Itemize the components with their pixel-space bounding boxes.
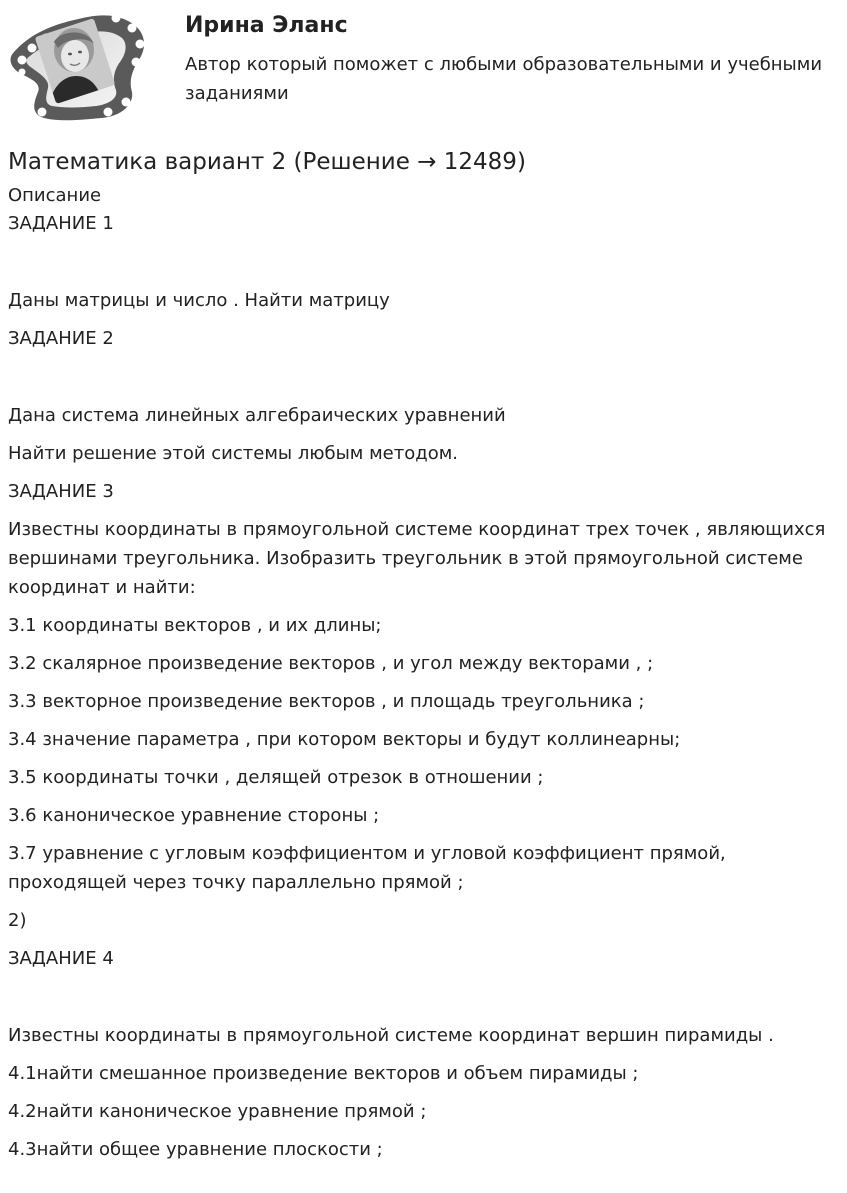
description-paragraph: ЗАДАНИЕ 2 [8,328,114,349]
author-name[interactable]: Ирина Эланс [185,13,348,38]
spacer [8,247,839,286]
description-paragraph: 4.2найти каноническое уравнение прямой ; [8,1101,427,1122]
spacer [8,982,839,1021]
description-paragraph: 3.4 значение параметра , при котором векторы и будут коллинеарны; [8,729,681,750]
description-body [8,209,839,1164]
description-paragraph: 3.2 скалярное произведение векторов , и угол между векторами , ; [8,653,654,674]
description-paragraph: 4.1найти смешанное произведение векторов и объем пирамиды ; [8,1063,639,1084]
avatar[interactable] [8,8,150,126]
description-paragraph: ЗАДАНИЕ 4 [8,948,114,969]
description-paragraph: 3.1 координаты векторов , и их длины; [8,615,382,636]
page-title: Математика вариант 2 (Решение → 12489) [8,149,526,175]
description-paragraph: Известны координаты в прямоугольной системе координат трех точек , являющихся вершинами треугольника. Изобразить треугольник в этой прямоугольной системе координат и найти: [8,519,826,598]
description-paragraph: 3.6 каноническое уравнение стороны ; [8,805,380,826]
document-content [8,145,839,1173]
description-paragraph: Найти решение этой системы любым методом. [8,443,459,464]
description-paragraph: Известны координаты в прямоугольной системе координат вершин пирамиды . [8,1025,774,1046]
description-label: Описание [8,185,102,206]
description-paragraph: 3.3 векторное произведение векторов , и площадь треугольника ; [8,691,645,712]
author-description: Автор который поможет с любыми образовательными и учебными заданиями [185,54,823,104]
description-paragraph: 3.7 уравнение с угловым коэффициентом и угловой коэффициент прямой, проходящей через точку параллельно прямой ; [8,843,726,893]
description-paragraph: 3.5 координаты точки , делящей отрезок в отношении ; [8,767,544,788]
description-paragraph: 4.3найти общее уравнение плоскости ; [8,1139,383,1160]
description-paragraph: 2) [8,910,27,931]
description-paragraph: Даны матрицы и число . Найти матрицу [8,290,390,311]
spacer [8,362,839,401]
description-paragraph: ЗАДАНИЕ 3 [8,481,114,502]
film-strip-avatar-image [8,8,150,126]
description-paragraph: ЗАДАНИЕ 1 [8,213,114,234]
author-header [8,8,839,128]
description-paragraph: Дана система линейных алгебраических уравнений [8,405,506,426]
